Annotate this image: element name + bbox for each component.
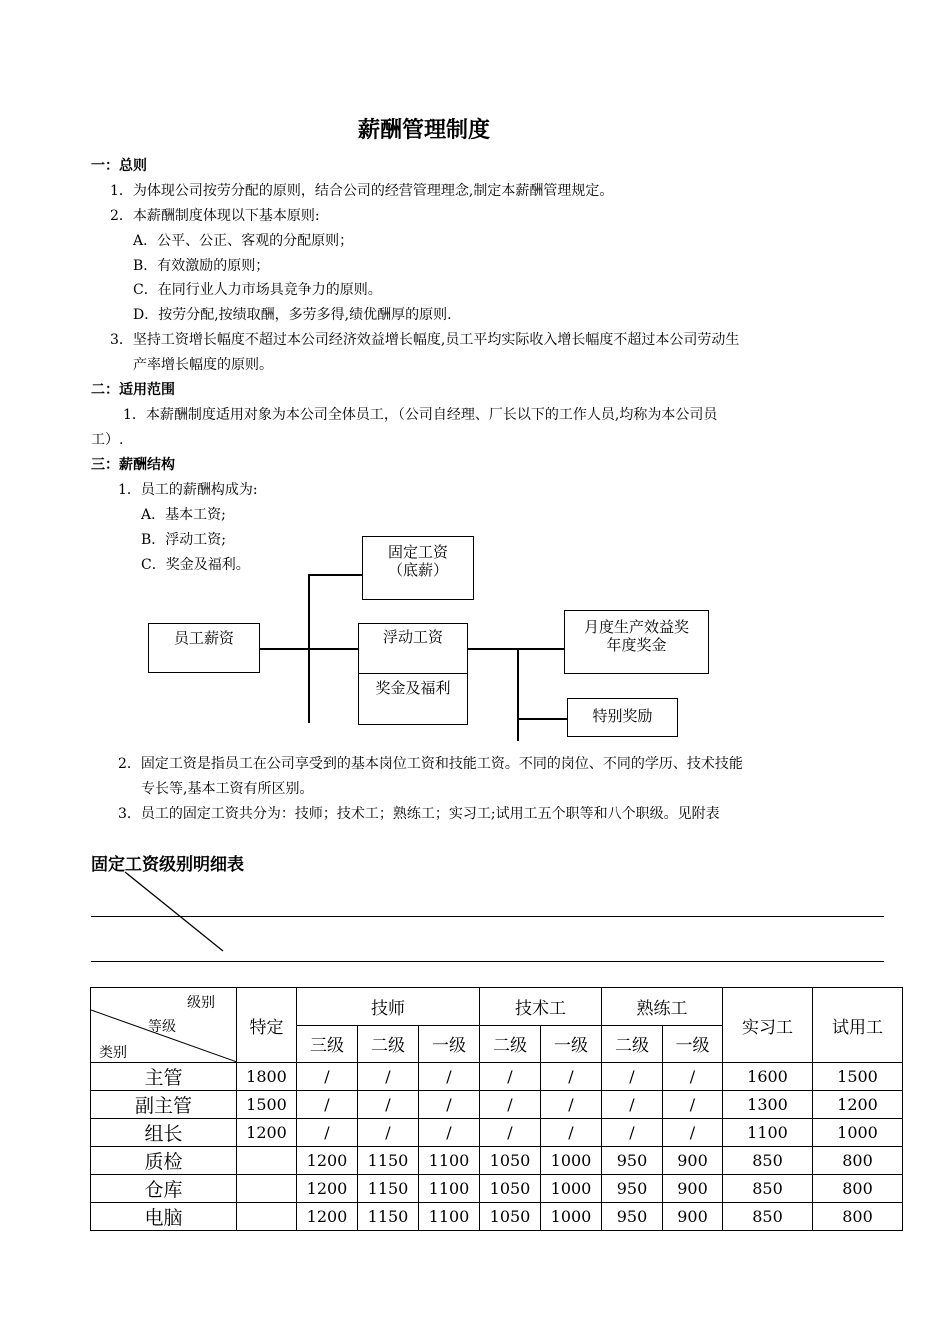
special-value-cell: 1500: [237, 1091, 297, 1119]
salary-value-cell: 1200: [297, 1175, 358, 1203]
salary-value-cell: 1000: [541, 1203, 602, 1231]
salary-value-cell: 900: [663, 1175, 723, 1203]
salary-value-cell: /: [602, 1091, 663, 1119]
monthly-bonus-label: 月度生产效益奖: [583, 618, 689, 636]
salary-value-cell: /: [358, 1063, 419, 1091]
level-header: 三级: [297, 1025, 358, 1063]
employee-salary-label: 员工薪资: [173, 629, 234, 647]
paragraph: 工）.: [91, 432, 124, 448]
floating-salary-cell: [359, 624, 467, 674]
salary-value-cell: 1050: [480, 1147, 541, 1175]
corner-grade-label: 级别: [187, 995, 215, 1011]
paragraph: 专长等,基本工资有所区别。: [141, 781, 314, 797]
special-value-cell: 1200: [237, 1119, 297, 1147]
salary-value-cell: 1000: [541, 1175, 602, 1203]
level-header: 一级: [541, 1025, 602, 1063]
intern-value-cell: 850: [723, 1175, 813, 1203]
paragraph: 1．为体现公司按劳分配的原则，结合公司的经营管理理念,制定本薪酬管理规定。: [110, 183, 614, 199]
intern-value-cell: 850: [723, 1203, 813, 1231]
intern-value-cell: 1600: [723, 1063, 813, 1091]
row-category-cell: 主管: [91, 1063, 237, 1091]
level-header: 一级: [663, 1025, 723, 1063]
diagram-connector: [517, 648, 519, 741]
paragraph: 1．员工的薪酬构成为:: [118, 482, 258, 498]
table-row: [91, 1063, 903, 1091]
level-header: 二级: [358, 1025, 419, 1063]
special-value-cell: [237, 1147, 297, 1175]
salary-value-cell: 1150: [358, 1147, 419, 1175]
trial-value-cell: 800: [813, 1175, 903, 1203]
salary-grade-table: [90, 987, 903, 1231]
header-technician: 技师: [297, 988, 480, 1026]
salary-value-cell: 1100: [419, 1203, 480, 1231]
salary-value-cell: 1100: [419, 1175, 480, 1203]
diagram-connector: [308, 574, 363, 576]
trial-value-cell: 1000: [813, 1119, 903, 1147]
table-row: [91, 1175, 903, 1203]
paragraph: 产率增长幅度的原则。: [133, 357, 273, 373]
table-title: 固定工资级别明细表: [91, 855, 244, 875]
row-category-cell: 组长: [91, 1119, 237, 1147]
diagram-connector: [308, 574, 310, 723]
list-item: A．公平、公正、客观的分配原则；: [133, 233, 354, 249]
table-row: [91, 1203, 903, 1231]
salary-value-cell: 1200: [297, 1203, 358, 1231]
salary-value-cell: /: [602, 1063, 663, 1091]
salary-value-cell: /: [297, 1063, 358, 1091]
salary-value-cell: /: [358, 1119, 419, 1147]
fixed-salary-box: [362, 536, 474, 600]
header-proficient-worker: 熟练工: [602, 988, 723, 1026]
diagram-connector: [517, 718, 568, 720]
trial-value-cell: 800: [813, 1147, 903, 1175]
trial-value-cell: 1500: [813, 1063, 903, 1091]
page-title: 薪酬管理制度: [358, 118, 491, 143]
salary-value-cell: /: [480, 1091, 541, 1119]
corner-header-cell: [91, 988, 237, 1063]
list-item: A．基本工资;: [141, 507, 226, 523]
header-skilled-worker: 技术工: [480, 988, 602, 1026]
paragraph: 2．本薪酬制度体现以下基本原则:: [110, 208, 320, 224]
paragraph: 2．固定工资是指员工在公司享受到的基本岗位工资和技能工资。不同的岗位、不同的学历、技术技能: [118, 756, 743, 772]
row-category-cell: 仓库: [91, 1175, 237, 1203]
table-row: [91, 1119, 903, 1147]
salary-value-cell: 950: [602, 1203, 663, 1231]
floating-salary-label: 浮动工资: [382, 628, 443, 646]
bonus-welfare-label: 奖金及福利: [375, 679, 451, 697]
special-reward-label: 特别奖励: [592, 707, 653, 725]
bonus-welfare-cell: [359, 674, 467, 697]
paragraph: 3．员工的固定工资共分为：技师；技术工；熟练工；实习工;试用工五个职等和八个职级。见附表: [118, 806, 720, 822]
special-value-cell: [237, 1203, 297, 1231]
intern-value-cell: 850: [723, 1147, 813, 1175]
corner-level-label: 等级: [148, 1019, 176, 1035]
diagram-connector: [467, 648, 565, 650]
trial-value-cell: 1200: [813, 1091, 903, 1119]
salary-value-cell: /: [419, 1091, 480, 1119]
header-trial: 试用工: [813, 988, 903, 1063]
section-heading-general: 一：总则: [91, 158, 147, 174]
salary-value-cell: 1050: [480, 1175, 541, 1203]
salary-value-cell: 1050: [480, 1203, 541, 1231]
salary-value-cell: 900: [663, 1147, 723, 1175]
level-header: 一级: [419, 1025, 480, 1063]
salary-value-cell: /: [297, 1119, 358, 1147]
salary-value-cell: 1150: [358, 1203, 419, 1231]
salary-value-cell: /: [663, 1063, 723, 1091]
salary-value-cell: /: [297, 1091, 358, 1119]
rule-line: [91, 961, 884, 962]
table-body: [91, 1063, 903, 1231]
salary-value-cell: /: [358, 1091, 419, 1119]
list-item: C．奖金及福利。: [141, 557, 250, 573]
list-item: C．在同行业人力市场具竞争力的原则。: [133, 282, 382, 298]
fixed-salary-sublabel: （底薪）: [387, 561, 448, 579]
table-row: [91, 1091, 903, 1119]
salary-value-cell: /: [419, 1063, 480, 1091]
salary-value-cell: /: [480, 1119, 541, 1147]
floating-bonus-box: [358, 623, 468, 725]
corner-category-label: 类别: [99, 1045, 127, 1061]
salary-value-cell: /: [480, 1063, 541, 1091]
salary-value-cell: 1100: [419, 1147, 480, 1175]
special-reward-box: [567, 698, 678, 737]
salary-value-cell: /: [663, 1091, 723, 1119]
salary-value-cell: /: [419, 1119, 480, 1147]
intern-value-cell: 1300: [723, 1091, 813, 1119]
salary-value-cell: 950: [602, 1147, 663, 1175]
table-row: [91, 1147, 903, 1175]
paragraph: 3．坚持工资增长幅度不超过本公司经济效益增长幅度,员工平均实际收入增长幅度不超过本公司劳动生: [110, 332, 740, 348]
header-special: 特定: [237, 988, 297, 1063]
trial-value-cell: 800: [813, 1203, 903, 1231]
salary-value-cell: 1200: [297, 1147, 358, 1175]
row-category-cell: 质检: [91, 1147, 237, 1175]
section-heading-scope: 二：适用范围: [91, 382, 175, 398]
row-category-cell: 电脑: [91, 1203, 237, 1231]
list-item: D．按劳分配,按绩取酬，多劳多得,绩优酬厚的原则.: [133, 307, 452, 323]
list-item: B．浮动工资;: [141, 532, 227, 548]
level-header: 二级: [480, 1025, 541, 1063]
intern-value-cell: 1100: [723, 1119, 813, 1147]
section-heading-structure: 三：薪酬结构: [91, 457, 175, 473]
list-item: B．有效激励的原则；: [133, 258, 270, 274]
salary-value-cell: /: [541, 1063, 602, 1091]
salary-value-cell: 1150: [358, 1175, 419, 1203]
salary-value-cell: 1000: [541, 1147, 602, 1175]
special-value-cell: [237, 1175, 297, 1203]
salary-value-cell: /: [663, 1119, 723, 1147]
level-header: 二级: [602, 1025, 663, 1063]
paragraph: 1．本薪酬制度适用对象为本公司全体员工，（公司自经理、厂长以下的工作人员,均称为本公司员: [123, 407, 718, 423]
fixed-salary-label: 固定工资: [387, 543, 448, 561]
salary-value-cell: /: [541, 1119, 602, 1147]
diagonal-stray-line: [120, 870, 230, 955]
salary-value-cell: /: [541, 1091, 602, 1119]
special-value-cell: 1800: [237, 1063, 297, 1091]
monthly-bonus-box: [564, 610, 709, 674]
header-intern: 实习工: [723, 988, 813, 1063]
annual-bonus-label: 年度奖金: [606, 636, 667, 654]
salary-value-cell: /: [602, 1119, 663, 1147]
salary-value-cell: 950: [602, 1175, 663, 1203]
salary-value-cell: 900: [663, 1203, 723, 1231]
row-category-cell: 副主管: [91, 1091, 237, 1119]
employee-salary-box: [148, 623, 260, 673]
